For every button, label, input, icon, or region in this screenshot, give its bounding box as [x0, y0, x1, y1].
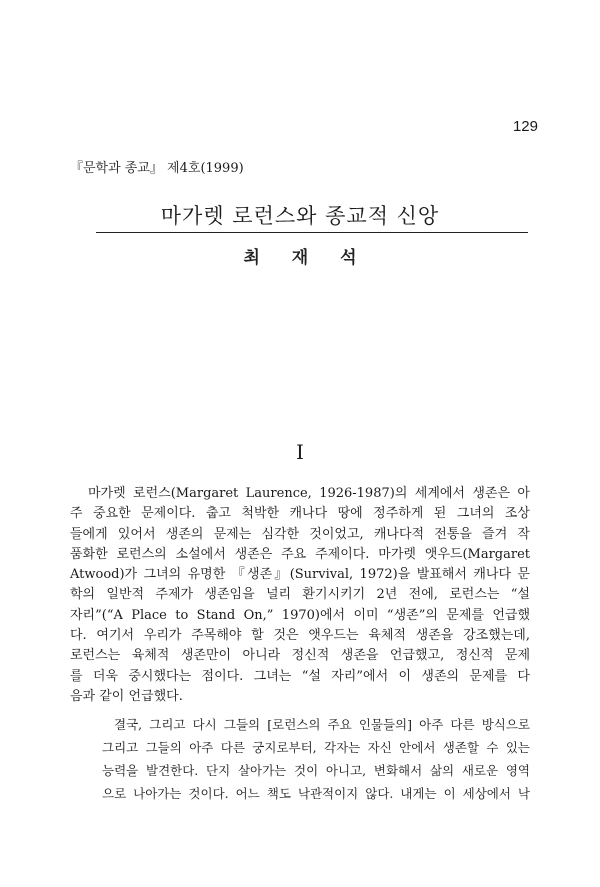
body-line: 로런스는 육체적 생존만이 아니라 정신적 생존을 언급했고, 정신적 문제 — [70, 648, 530, 664]
quote-line: 능력을 발견한다. 단지 살아가는 것이 아니고, 변화해서 삶의 새로운 영역 — [102, 763, 530, 778]
block-quote — [102, 713, 530, 805]
body-line: 품화한 로런스의 소설에서 생존은 주요 주제이다. 마가렛 앳우드(Margaret — [70, 546, 530, 562]
body-line: 를 더욱 중시했다는 점이다. 그녀는 “설 자리”에서 이 생존의 문제를 다 — [70, 668, 530, 684]
quote-line: 그리고 그들의 아주 다른 궁지로부터, 각자는 자신 안에서 생존할 수 있는 — [102, 740, 530, 755]
page-number: 129 — [512, 118, 538, 135]
section-heading: I — [296, 440, 304, 464]
author-name: 최 재 석 — [243, 248, 357, 268]
body-line: 학의 일반적 주제가 생존임을 널리 환기시키기 2년 전에, 로런스는 “설 — [70, 587, 530, 603]
journal-reference: 『문학과 종교』 제4호(1999) — [70, 161, 244, 176]
body-line: 들에게 있어서 생존의 문제는 심각한 것이었고, 캐나다적 전통을 즐겨 작 — [70, 526, 530, 542]
body-line: 마가렛 로런스(Margaret Laurence, 1926-1987)의 세계에서 생존은 아 — [88, 486, 530, 501]
quote-line: 으로 나아가는 것이다. 어느 책도 낙관적이지 않다. 내게는 이 세상에서 낙 — [102, 786, 530, 801]
article-title: 마가렛 로런스와 종교적 신앙 — [160, 204, 440, 228]
body-line: Atwood)가 그녀의 유명한 『생존』(Survival, 1972)을 발표해서 캐나다 문 — [70, 567, 530, 583]
body-line: 다. 여기서 우리가 주목해야 할 것은 앳우드는 육체적 생존을 강조했는데, — [70, 628, 530, 644]
body-line: 음과 같이 언급했다. — [70, 688, 183, 704]
body-line: 자리”(“A Place to Stand On,” 1970)에서 이미 “생존”의 문제를 언급했 — [70, 607, 530, 623]
body-line: 주 중요한 문제이다. 춥고 척박한 캐나다 땅에 정주하게 된 그녀의 조상 — [70, 506, 530, 522]
quote-line: 결국, 그리고 다시 그들의 [로런스의 주요 인물들의] 아주 다른 방식으로 — [114, 717, 530, 732]
title-divider — [96, 232, 528, 233]
body-paragraph — [70, 484, 530, 707]
